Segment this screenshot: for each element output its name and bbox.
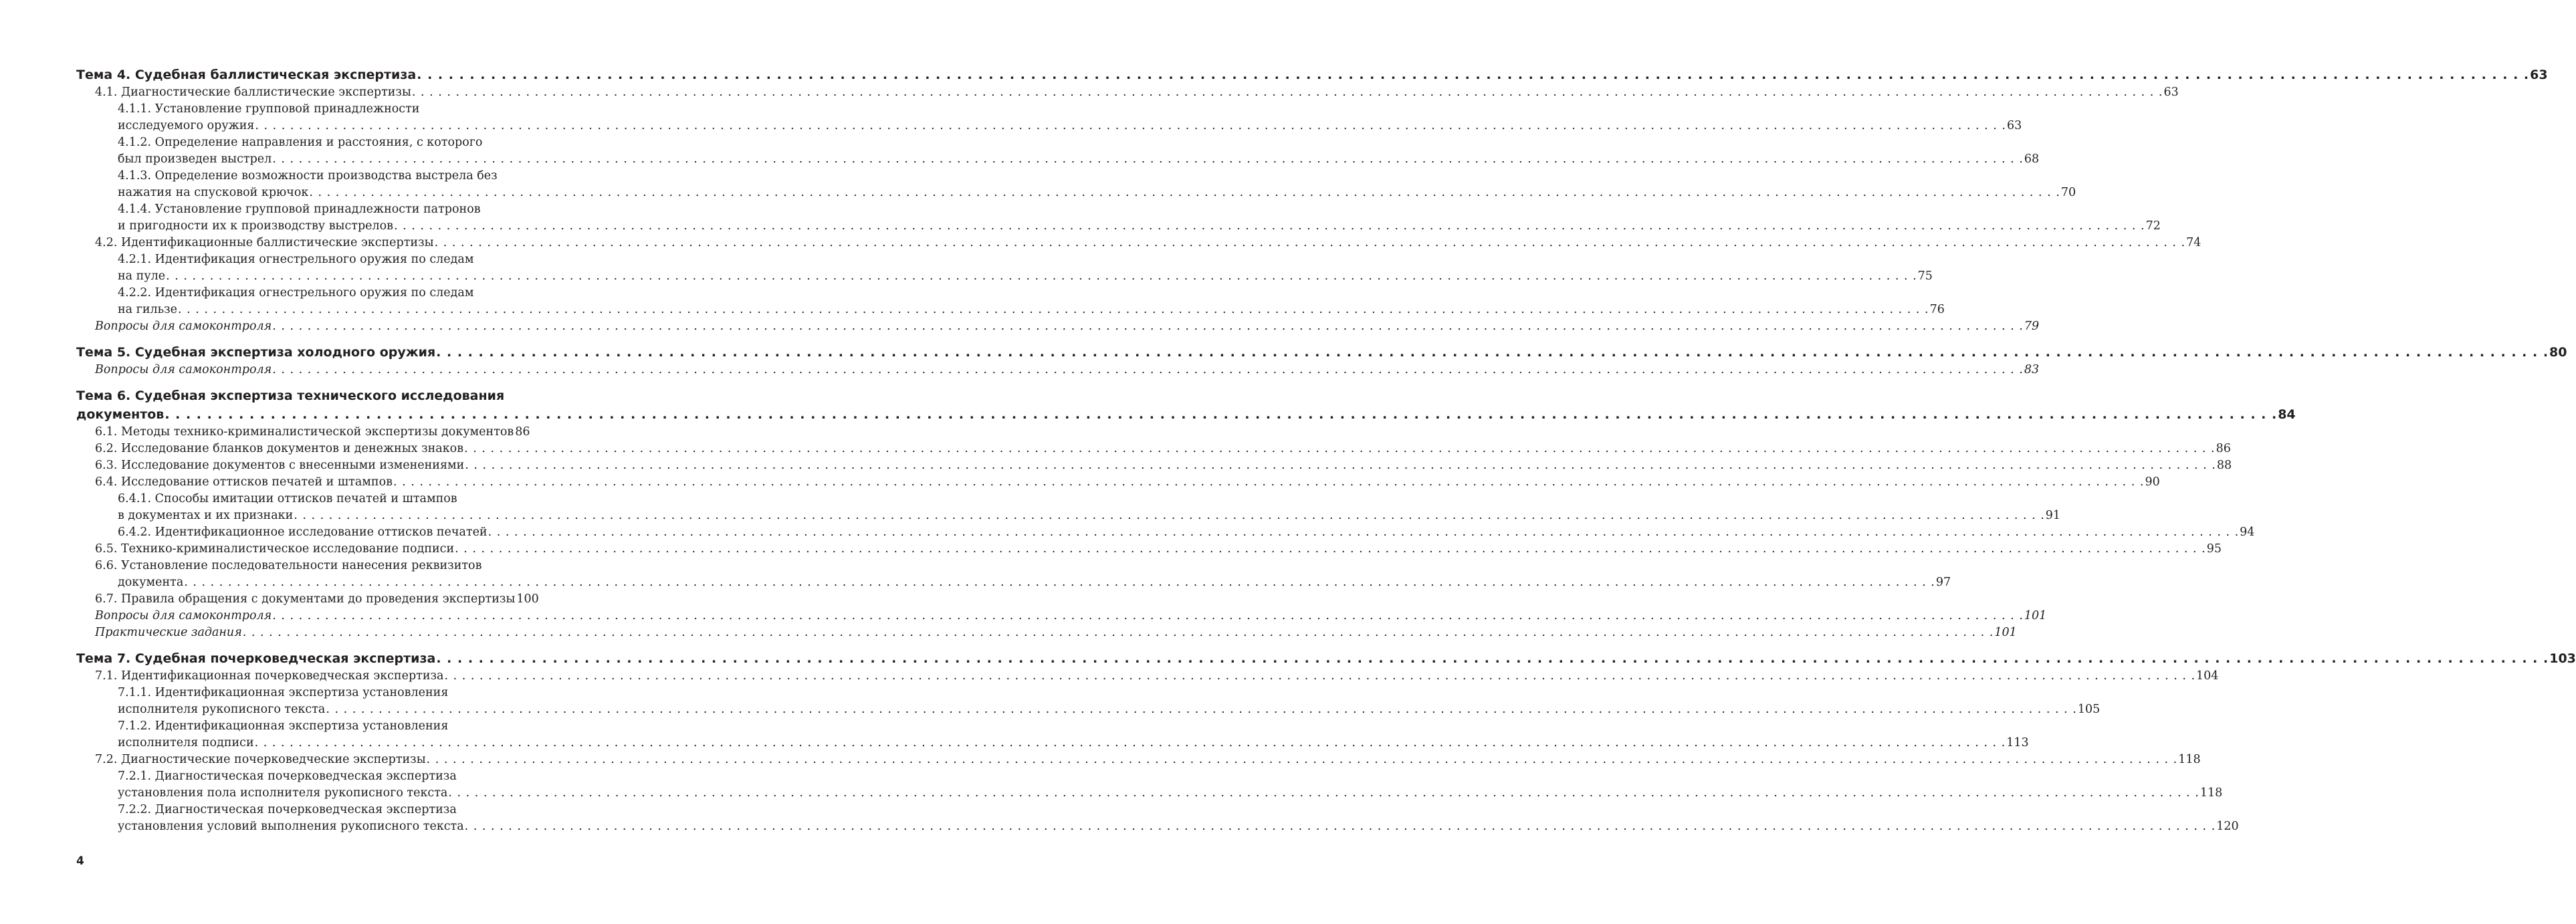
toc-page-number: 84 — [2278, 407, 2296, 422]
toc-entry-title: 7.1.2. Идентификационная экспертиза установления — [118, 719, 449, 733]
dot-leader: . . . . . . . . . . . . . . . . . . . . . . . . . . . . . . . . . . . . . . . . . . . . . . . . . . . . . . . . . . . . . . . . . . . . . . . . . . . . . . . . . . . . . . . . . . . . . . . . . . . . . . . . . . . . . . . . . . . . . . . . . . . . . . . . . . . . . . . . . . . . . . . . . . . . . . . . . . . . . . . . . . . . . . . . . . . . . . . . . . . . . . . . . . . . . . . . . . . . . . . . — [294, 509, 2045, 522]
toc-entry-subsection — [76, 685, 2101, 718]
dot-leader: . . . . . . . . . . . . . . . . . . . . . . . . . . . . . . . . . . . . . . . . . . . . . . . . . . . . . . . . . . . . . . . . . . . . . . . . . . . . . . . . . . . . . . . . . . . . . . . . . . . . . . . . . . . . . . . . . . . . . . . . . . . . . . . . . . . . . . . . . . . . . . . . . . . . . . . . . . . . . . . . . . . . . . . . . . . . . . . . . . . . . . . . . . . . . . . . . . . . . . . . — [165, 407, 2278, 422]
toc-entry-subsection — [76, 251, 1933, 285]
toc-entry-subsection — [76, 524, 2255, 541]
toc-page-number: 63 — [2163, 86, 2179, 99]
toc-entry-subsection — [76, 718, 2029, 752]
toc-page-number: 70 — [2060, 186, 2076, 199]
toc-entry-topic — [76, 343, 2567, 362]
toc-entry-title: в документах и их признаки — [118, 509, 294, 522]
dot-leader: . . . . . . . . . . . . . . . . . . . . . . . . . . . . . . . . . . . . . . . . . . . . . . . . . . . . . . . . . . . . . . . . . . . . . . . . . . . . . . . . . . . . . . . . . . . . . . . . . . . . . . . . . . . . . . . . . . . . . . . . . . . . . . . . . . . . . . . . . . . . . . . . . . . . . . . . . . . . . . . . . . . . . . . . . . . . . . . . . . . . . . . . . . . . . . . . . . . . . . . . — [394, 219, 2145, 233]
toc-entry-subsection — [76, 168, 2076, 201]
toc-page-number: 79 — [2024, 320, 2040, 333]
toc-entry-title: 4.1.3. Определение возможности производства выстрела без — [118, 169, 498, 183]
toc-entry-section — [76, 752, 2201, 768]
toc-entry-subsection — [76, 201, 2161, 235]
dot-leader: . . . . . . . . . . . . . . . . . . . . . . . . . . . . . . . . . . . . . . . . . . . . . . . . . . . . . . . . . . . . . . . . . . . . . . . . . . . . . . . . . . . . . . . . . . . . . . . . . . . . . . . . . . . . . . . . . . . . . . . . . . . . . . . . . . . . . . . . . . . . . . . . . . . . . . . . . . . . . . . . . . . . . . . . . . . . . . . . . . . . . . . . . . . . . . . . . . . . . . . . — [184, 576, 1935, 589]
toc-entry-title: был произведен выстрел — [118, 152, 272, 166]
toc-entry-title: 6.2. Исследование бланков документов и денежных знаков — [95, 442, 464, 455]
dot-leader: . . . . . . . . . . . . . . . . . . . . . . . . . . . . . . . . . . . . . . . . . . . . . . . . . . . . . . . . . . . . . . . . . . . . . . . . . . . . . . . . . . . . . . . . . . . . . . . . . . . . . . . . . . . . . . . . . . . . . . . . . . . . . . . . . . . . . . . . . . . . . . . . . . . . . . . . . . . . . . . . . . . . . . . . . . . . . . . . . . . . . . . . . . . . . . . . . . . . . . . . — [166, 269, 1917, 283]
toc-entry-title: Тема 7. Судебная почерковедческая экспертиза — [76, 651, 436, 666]
dot-leader: . . . . . . . . . . . . . . . . . . . . . . . . . . . . . . . . . . . . . . . . . . . . . . . . . . . . . . . . . . . . . . . . . . . . . . . . . . . . . . . . . . . . . . . . . . . . . . . . . . . . . . . . . . . . . . . . . . . . . . . . . . . . . . . . . . . . . . . . . . . . . . . . . . . . . . . . . . . . . . . . . . . . . . . . . . . . . . . . . . . . . . . . . . . . . . . . . . . . . . . . — [393, 475, 2145, 489]
toc-entry-title: на пуле — [118, 269, 166, 283]
dot-leader: . . . . . . . . . . . . . . . . . . . . . . . . . . . . . . . . . . . . . . . . . . . . . . . . . . . . . . . . . . . . . . . . . . . . . . . . . . . . . . . . . . . . . . . . . . . . . . . . . . . . . . . . . . . . . . . . . . . . . . . . . . . . . . . . . . . . . . . . . . . . . . . . . . . . . . . . . . . . . . . . . . . . . . . . . . . . . . . . . . . . . . . . . . . . . . . . . . . . . . . . — [436, 651, 2549, 666]
toc-entry-title: 6.7. Правила обращения с документами до проведения экспертизы — [95, 592, 516, 606]
toc-entry-title: и пригодности их к производству выстрелов — [118, 219, 394, 233]
toc-entry-section — [76, 541, 2222, 558]
toc-entry-title: 6.3. Исследование документов с внесенными изменениями — [95, 459, 465, 472]
toc-entry-italic — [76, 318, 2040, 335]
toc-entry-section — [76, 457, 2232, 474]
toc-page-number: 103 — [2549, 651, 2576, 666]
dot-leader: . . . . . . . . . . . . . . . . . . . . . . . . . . . . . . . . . . . . . . . . . . . . . . . . . . . . . . . . . . . . . . . . . . . . . . . . . . . . . . . . . . . . . . . . . . . . . . . . . . . . . . . . . . . . . . . . . . . . . . . . . . . . . . . . . . . . . . . . . . . . . . . . . . . . . . . . . . . . . . . . . . . . . . . . . . . . . . . . . . . . . . . . . . . . . . . . . . . . . . . . — [465, 459, 2216, 472]
toc-entry-section — [76, 84, 2179, 101]
toc-page-number: 101 — [2024, 609, 2047, 622]
dot-leader: . . . . . . . . . . . . . . . . . . . . . . . . . . . . . . . . . . . . . . . . . . . . . . . . . . . . . . . . . . . . . . . . . . . . . . . . . . . . . . . . . . . . . . . . . . . . . . . . . . . . . . . . . . . . . . . . . . . . . . . . . . . . . . . . . . . . . . . . . . . . . . . . . . . . . . . . . . . . . . . . . . . . . . . . . . . . . . . . . . . . . . . . . . . . . . . . . . . . . . . . — [426, 753, 2178, 766]
dot-leader: . . . . . . . . . . . . . . . . . . . . . . . . . . . . . . . . . . . . . . . . . . . . . . . . . . . . . . . . . . . . . . . . . . . . . . . . . . . . . . . . . . . . . . . . . . . . . . . . . . . . . . . . . . . . . . . . . . . . . . . . . . . . . . . . . . . . . . . . . . . . . . . . . . . . . . . . . . . . . . . . . . . . . . . . . . . . . . . . . . . . . . . . . . . . . . . . . . . . . . . . — [242, 626, 1994, 639]
toc-page-number: 120 — [2216, 820, 2239, 833]
toc-page-number: 80 — [2549, 345, 2567, 360]
toc-page-number: 100 — [516, 592, 539, 606]
dot-leader: . . . . . . . . . . . . . . . . . . . . . . . . . . . . . . . . . . . . . . . . . . . . . . . . . . . . . . . . . . . . . . . . . . . . . . . . . . . . . . . . . . . . . . . . . . . . . . . . . . . . . . . . . . . . . . . . . . . . . . . . . . . . . . . . . . . . . . . . . . . . . . . . . . . . . . . . . . . . . . . . . . . . . . . . . . . . . . . . . . . . . . . . . . . . . . . . . . . . . . . . — [254, 736, 2006, 749]
dot-leader: . . . . . . . . . . . . . . . . . . . . . . . . . . . . . . . . . . . . . . . . . . . . . . . . . . . . . . . . . . . . . . . . . . . . . . . . . . . . . . . . . . . . . . . . . . . . . . . . . . . . . . . . . . . . . . . . . . . . . . . . . . . . . . . . . . . . . . . . . . . . . . . . . . . . . . . . . . . . . . . . . . . . . . . . . . . . . . . . . . . . . . . . . . . . . . . . . . . . . . . . — [326, 703, 2077, 716]
toc-entry-section — [76, 558, 1951, 591]
dot-leader: . . . . . . . . . . . . . . . . . . . . . . . . . . . . . . . . . . . . . . . . . . . . . . . . . . . . . . . . . . . . . . . . . . . . . . . . . . . . . . . . . . . . . . . . . . . . . . . . . . . . . . . . . . . . . . . . . . . . . . . . . . . . . . . . . . . . . . . . . . . . . . . . . . . . . . . . . . . . . . . . . . . . . . . . . . . . . . . . . . . . . . . . . . . . . . . . . . . . . . . . — [272, 320, 2024, 333]
dot-leader: . . . . . . . . . . . . . . . . . . . . . . . . . . . . . . . . . . . . . . . . . . . . . . . . . . . . . . . . . . . . . . . . . . . . . . . . . . . . . . . . . . . . . . . . . . . . . . . . . . . . . . . . . . . . . . . . . . . . . . . . . . . . . . . . . . . . . . . . . . . . . . . . . . . . . . . . . . . . . . . . . . . . . . . . . . . . . . . . . . . . . . . . . . . . . . . . . . . . . . . . — [255, 119, 2006, 132]
table-of-contents — [76, 66, 2576, 835]
toc-entry-title: 6.6. Установление последовательности нанесения реквизитов — [95, 559, 482, 572]
toc-entry-section — [76, 474, 2160, 491]
toc-entry-title: 4.1.1. Установление групповой принадлежности — [118, 102, 420, 116]
toc-entry-subsection — [76, 101, 2022, 134]
toc-page-number: 72 — [2145, 219, 2161, 233]
toc-page-number: 68 — [2024, 152, 2040, 166]
toc-entry-section — [76, 424, 530, 441]
toc-entry-title: документов — [76, 407, 165, 422]
dot-leader: . . . . . . . . . . . . . . . . . . . . . . . . . . . . . . . . . . . . . . . . . . . . . . . . . . . . . . . . . . . . . . . . . . . . . . . . . . . . . . . . . . . . . . . . . . . . . . . . . . . . . . . . . . . . . . . . . . . . . . . . . . . . . . . . . . . . . . . . . . . . . . . . . . . . . . . . . . . . . . . . . . . . . . . . . . . . . . . . . . . . . . . . . . . . . . . . . . . . . . . . — [448, 786, 2199, 800]
dot-leader: . . . . . . . . . . . . . . . . . . . . . . . . . . . . . . . . . . . . . . . . . . . . . . . . . . . . . . . . . . . . . . . . . . . . . . . . . . . . . . . . . . . . . . . . . . . . . . . . . . . . . . . . . . . . . . . . . . . . . . . . . . . . . . . . . . . . . . . . . . . . . . . . . . . . . . . . . . . . . . . . . . . . . . . . . . . . . . . . . . . . . . . . . . . . . . . . . . . . . . . . — [309, 186, 2060, 199]
toc-entry-italic — [76, 608, 2047, 624]
toc-entry-subsection — [76, 134, 2040, 168]
toc-page-number: 86 — [515, 425, 530, 439]
toc-page-number: 113 — [2006, 736, 2029, 749]
toc-page-number: 63 — [2530, 68, 2548, 82]
dot-leader: . . . . . . . . . . . . . . . . . . . . . . . . . . . . . . . . . . . . . . . . . . . . . . . . . . . . . . . . . . . . . . . . . . . . . . . . . . . . . . . . . . . . . . . . . . . . . . . . . . . . . . . . . . . . . . . . . . . . . . . . . . . . . . . . . . . . . . . . . . . . . . . . . . . . . . . . . . . . . . . . . . . . . . . . . . . . . . . . . . . . . . . . . . . . . . . . . . . . . . . . — [455, 542, 2206, 556]
dot-leader: . . . . . . . . . . . . . . . . . . . . . . . . . . . . . . . . . . . . . . . . . . . . . . . . . . . . . . . . . . . . . . . . . . . . . . . . . . . . . . . . . . . . . . . . . . . . . . . . . . . . . . . . . . . . . . . . . . . . . . . . . . . . . . . . . . . . . . . . . . . . . . . . . . . . . . . . . . . . . . . . . . . . . . . . . . . . . . . . . . . . . . . . . . . . . . . . . . . . . . . . — [272, 152, 2024, 166]
toc-entry-subsection — [76, 802, 2239, 835]
toc-page-number: 105 — [2077, 703, 2101, 716]
toc-entry-title: Тема 6. Судебная экспертиза технического исследования — [76, 388, 505, 403]
dot-leader: . . . . . . . . . . . . . . . . . . . . . . . . . . . . . . . . . . . . . . . . . . . . . . . . . . . . . . . . . . . . . . . . . . . . . . . . . . . . . . . . . . . . . . . . . . . . . . . . . . . . . . . . . . . . . . . . . . . . . . . . . . . . . . . . . . . . . . . . . . . . . . . . . . . . . . . . . . . . . . . . . . . . . . . . . . . . . . . . . . . . . . . . . . . . . . . . . . . . . . . . — [178, 303, 1929, 316]
toc-entry-section — [76, 668, 2219, 685]
toc-entry-title: 7.1.1. Идентификационная экспертиза установления — [118, 686, 449, 699]
dot-leader: . . . . . . . . . . . . . . . . . . . . . . . . . . . . . . . . . . . . . . . . . . . . . . . . . . . . . . . . . . . . . . . . . . . . . . . . . . . . . . . . . . . . . . . . . . . . . . . . . . . . . . . . . . . . . . . . . . . . . . . . . . . . . . . . . . . . . . . . . . . . . . . . . . . . . . . . . . . . . . . . . . . . . . . . . . . . . . . . . . . . . . . . . . . . . . . . . . . . . . . . — [417, 68, 2530, 82]
toc-entry-title: 4.2. Идентификационные баллистические экспертизы — [95, 236, 434, 249]
toc-entry-title: Тема 4. Судебная баллистическая экспертиза — [76, 68, 417, 82]
dot-leader: . . . . . . . . . . . . . . . . . . . . . . . . . . . . . . . . . . . . . . . . . . . . . . . . . . . . . . . . . . . . . . . . . . . . . . . . . . . . . . . . . . . . . . . . . . . . . . . . . . . . . . . . . . . . . . . . . . . . . . . . . . . . . . . . . . . . . . . . . . . . . . . . . . . . . . . . . . . . . . . . . . . . . . . . . . . . . . . . . . . . . . . . . . . . . . . . . . . . . . . . — [464, 820, 2216, 833]
toc-page-number: 88 — [2216, 459, 2232, 472]
toc-entry-title: 4.2.1. Идентификация огнестрельного оружия по следам — [118, 253, 474, 266]
toc-entry-title: Вопросы для самоконтроля — [95, 363, 272, 376]
dot-leader: . . . . . . . . . . . . . . . . . . . . . . . . . . . . . . . . . . . . . . . . . . . . . . . . . . . . . . . . . . . . . . . . . . . . . . . . . . . . . . . . . . . . . . . . . . . . . . . . . . . . . . . . . . . . . . . . . . . . . . . . . . . . . . . . . . . . . . . . . . . . . . . . . . . . . . . . . . . . . . . . . . . . . . . . . . . . . . . . . . . . . . . . . . . . . . . . . . . . . . . . — [411, 86, 2163, 99]
toc-entry-title: 7.2. Диагностические почерковедческие экспертизы — [95, 753, 426, 766]
toc-entry-subsection — [76, 491, 2061, 524]
toc-entry-title: 6.1. Методы технико-криминалистической экспертизы документов — [95, 425, 514, 439]
toc-entry-title: установления пола исполнителя рукописного текста — [118, 786, 448, 800]
toc-page-number: 94 — [2240, 526, 2255, 539]
toc-page-number: 95 — [2206, 542, 2222, 556]
toc-page-number: 104 — [2196, 669, 2219, 683]
toc-entry-title: исследуемого оружия — [118, 119, 255, 132]
toc-page-number: 90 — [2145, 475, 2160, 489]
toc-entry-title: исполнителя рукописного текста — [118, 703, 326, 716]
page-number: 4 — [76, 854, 84, 868]
toc-entry-title: Вопросы для самоконтроля — [95, 609, 272, 622]
toc-entry-topic — [76, 66, 2548, 84]
toc-page-number: 101 — [1994, 626, 2017, 639]
toc-entry-title: 4.2.2. Идентификация огнестрельного оружия по следам — [118, 286, 474, 300]
toc-entry-title: 6.5. Технико-криминалистическое исследование подписи — [95, 542, 455, 556]
dot-leader: . . . . . . . . . . . . . . . . . . . . . . . . . . . . . . . . . . . . . . . . . . . . . . . . . . . . . . . . . . . . . . . . . . . . . . . . . . . . . . . . . . . . . . . . . . . . . . . . . . . . . . . . . . . . . . . . . . . . . . . . . . . . . . . . . . . . . . . . . . . . . . . . . . . . . . . . . . . . . . . . . . . . . . . . . . . . . . . . . . . . . . . . . . . . . . . . . . . . . . . . — [434, 236, 2186, 249]
dot-leader: . . . . . . . . . . . . . . . . . . . . . . . . . . . . . . . . . . . . . . . . . . . . . . . . . . . . . . . . . . . . . . . . . . . . . . . . . . . . . . . . . . . . . . . . . . . . . . . . . . . . . . . . . . . . . . . . . . . . . . . . . . . . . . . . . . . . . . . . . . . . . . . . . . . . . . . . . . . . . . . . . . . . . . . . . . . . . . . . . . . . . . . . . . . . . . . . . . . . . . . . — [436, 345, 2549, 360]
toc-page-number: 86 — [2216, 442, 2231, 455]
toc-entry-title: 6.4.2. Идентификационное исследование оттисков печатей — [118, 526, 488, 539]
toc-page-number: 76 — [1929, 303, 1945, 316]
toc-entry-title: нажатия на спусковой крючок — [118, 186, 309, 199]
toc-entry-title: 4.1.4. Установление групповой принадлежности патронов — [118, 203, 481, 216]
toc-page-number: 63 — [2006, 119, 2022, 132]
toc-entry-subsection — [76, 768, 2223, 802]
toc-entry-title: исполнителя подписи — [118, 736, 254, 749]
toc-entry-title: Тема 5. Судебная экспертиза холодного оружия — [76, 345, 436, 360]
toc-entry-title: 6.4.1. Способы имитации оттисков печатей и штампов — [118, 492, 457, 505]
dot-leader: . . . . . . . . . . . . . . . . . . . . . . . . . . . . . . . . . . . . . . . . . . . . . . . . . . . . . . . . . . . . . . . . . . . . . . . . . . . . . . . . . . . . . . . . . . . . . . . . . . . . . . . . . . . . . . . . . . . . . . . . . . . . . . . . . . . . . . . . . . . . . . . . . . . . . . . . . . . . . . . . . . . . . . . . . . . . . . . . . . . . . . . . . . . . . . . . . . . . . . . . — [464, 442, 2216, 455]
toc-page-number: 118 — [2199, 786, 2223, 800]
toc-entry-subsection — [76, 285, 1945, 318]
toc-entry-title: Вопросы для самоконтроля — [95, 320, 272, 333]
toc-page-number: 118 — [2178, 753, 2201, 766]
dot-leader: . . . . . . . . . . . . . . . . . . . . . . . . . . . . . . . . . . . . . . . . . . . . . . . . . . . . . . . . . . . . . . . . . . . . . . . . . . . . . . . . . . . . . . . . . . . . . . . . . . . . . . . . . . . . . . . . . . . . . . . . . . . . . . . . . . . . . . . . . . . . . . . . . . . . . . . . . . . . . . . . . . . . . . . . . . . . . . . . . . . . . . . . . . . . . . . . . . . . . . . . — [488, 526, 2240, 539]
dot-leader: . . . . . . . . . . . . . . . . . . . . . . . . . . . . . . . . . . . . . . . . . . . . . . . . . . . . . . . . . . . . . . . . . . . . . . . . . . . . . . . . . . . . . . . . . . . . . . . . . . . . . . . . . . . . . . . . . . . . . . . . . . . . . . . . . . . . . . . . . . . . . . . . . . . . . . . . . . . . . . . . . . . . . . . . . . . . . . . . . . . . . . . . . . . . . . . . . . . . . . . . — [272, 609, 2024, 622]
toc-page-number: 83 — [2024, 363, 2040, 376]
toc-page-number: 97 — [1935, 576, 1951, 589]
toc-entry-title: на гильзе — [118, 303, 178, 316]
toc-page-number: 75 — [1917, 269, 1933, 283]
dot-leader: . . . . . . . . . . . . . . . . . . . . . . . . . . . . . . . . . . . . . . . . . . . . . . . . . . . . . . . . . . . . . . . . . . . . . . . . . . . . . . . . . . . . . . . . . . . . . . . . . . . . . . . . . . . . . . . . . . . . . . . . . . . . . . . . . . . . . . . . . . . . . . . . . . . . . . . . . . . . . . . . . . . . . . . . . . . . . . . . . . . . . . . . . . . . . . . . . . . . . . . . — [272, 363, 2024, 376]
toc-entry-title: 7.1. Идентификационная почерковедческая экспертиза — [95, 669, 444, 683]
toc-entry-title: 4.1. Диагностические баллистические экспертизы — [95, 86, 411, 99]
toc-entry-title: Практические задания — [95, 626, 242, 639]
toc-page-number: 91 — [2045, 509, 2061, 522]
toc-entry-topic — [76, 386, 2296, 424]
toc-entry-topic — [76, 649, 2576, 668]
toc-entry-title: 7.2.1. Диагностическая почерковедческая экспертиза — [118, 770, 457, 783]
toc-entry-title: 7.2.2. Диагностическая почерковедческая экспертиза — [118, 803, 457, 816]
toc-entry-title: установления условий выполнения рукописного текста — [118, 820, 464, 833]
toc-entry-title: документа — [118, 576, 184, 589]
toc-entry-title: 6.4. Исследование оттисков печатей и штампов — [95, 475, 393, 489]
toc-entry-section — [76, 591, 539, 608]
toc-entry-section — [76, 441, 2231, 457]
toc-page-number: 74 — [2186, 236, 2202, 249]
toc-entry-italic — [76, 362, 2040, 378]
toc-entry-title: 4.1.2. Определение направления и расстояния, с которого — [118, 136, 483, 149]
toc-entry-italic — [76, 624, 2017, 641]
dot-leader: . . . . . . . . . . . . . . . . . . . . . . . . . . . . . . . . . . . . . . . . . . . . . . . . . . . . . . . . . . . . . . . . . . . . . . . . . . . . . . . . . . . . . . . . . . . . . . . . . . . . . . . . . . . . . . . . . . . . . . . . . . . . . . . . . . . . . . . . . . . . . . . . . . . . . . . . . . . . . . . . . . . . . . . . . . . . . . . . . . . . . . . . . . . . . . . . . . . . . . . . — [444, 669, 2196, 683]
toc-entry-section — [76, 235, 2202, 251]
